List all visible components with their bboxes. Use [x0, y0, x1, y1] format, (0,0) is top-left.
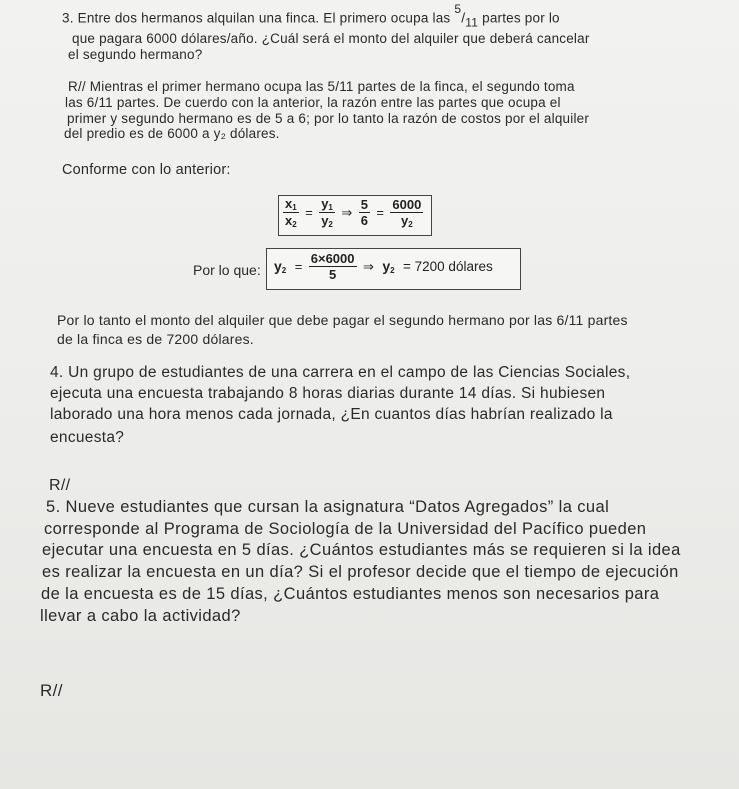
y2: y [321, 213, 329, 228]
implies-arrow-2: ⇒ [362, 258, 374, 274]
problem-5-line-4: es realizar la encuesta en un día? Si el profesor decide que el tiempo de ejecución [42, 563, 679, 581]
equals: = [294, 259, 303, 274]
implies-arrow: ⇒ [341, 204, 353, 220]
x-ratio [283, 196, 299, 229]
x1-sub: 1 [292, 203, 297, 212]
fraction-denominator: 11 [465, 15, 479, 30]
computation-numerator: 6×6000 [310, 251, 355, 266]
x2: x [285, 213, 293, 228]
y2-b: y [401, 212, 409, 228]
five: 5 [360, 197, 368, 212]
result-equation [266, 248, 521, 290]
problem-4-line-3: laborado una hora menos cada jornada, ¿En cuantos días habrían realizado la [50, 406, 613, 423]
y-var: y [274, 258, 282, 274]
conclusion-line-2: de la finca es de 7200 dólares. [57, 331, 254, 347]
computation-denominator: 5 [329, 267, 337, 282]
answer-3-line-3: primer y segundo hermano es de 5 a 6; por lo tanto la razón de costos por el alquiler [67, 111, 590, 126]
problem-5-line-3: ejecutar una encuesta en 5 días. ¿Cuántos estudiantes más se requieren si la idea [42, 541, 681, 559]
result-value: = 7200 dólares [403, 259, 493, 274]
problem-3-text-a: 3. Entre dos hermanos alquilan una finca. El primero ocupa las [62, 10, 451, 26]
problem-4-line-2: ejecuta una encuesta trabajando 8 horas diarias durante 14 días. Si hubiesen [50, 385, 606, 402]
result-y: y [382, 258, 391, 274]
problem-5-line-6: llevar a cabo la actividad? [40, 607, 241, 625]
problem-4-line-1: 4. Un grupo de estudiantes de una carrera en el campo de las Ciencias Sociales, [50, 364, 631, 381]
six: 6 [360, 213, 368, 228]
result-y-sub: 2 [390, 266, 395, 275]
y-var-sub: 2 [281, 266, 287, 275]
fraction-numerator: 5 [454, 2, 462, 16]
problem-3-text-b: partes por lo [482, 10, 560, 26]
six-thousand: 6000 [392, 196, 422, 212]
problem-3-line-3: el segundo hermano? [68, 47, 203, 62]
x2-sub: 2 [292, 220, 297, 229]
problem-5-line-2: corresponde al Programa de Sociología de la Universidad del Pacífico pueden [44, 520, 647, 538]
por-lo-que: Por lo que: [193, 262, 261, 278]
problem-3-line-2: que pagara 6000 dólares/año. ¿Cuál será el monto del alquiler que deberá cancelar [72, 31, 590, 46]
cost-ratio [390, 197, 423, 229]
proportion-equation [278, 195, 432, 236]
problem-4-line-4: encuesta? [50, 429, 125, 446]
answer-3-line-4: del predio es de 6000 a y₂ dólares. [64, 126, 280, 141]
y2-b-sub: 2 [408, 219, 413, 229]
equals-sign-2: = [376, 205, 384, 220]
problem-5-line-1: 5. Nueve estudiantes que cursan la asignatura “Datos Agregados” la cual [46, 498, 610, 516]
conclusion-line-1: Por lo tanto el monto del alquiler que debe pagar el segundo hermano por las 6/11 partes [57, 312, 628, 328]
conforme-text: Conforme con lo anterior: [62, 162, 231, 178]
y1-sub: 1 [328, 203, 333, 212]
y2-sub: 2 [328, 220, 333, 229]
five-sixths [359, 197, 370, 228]
x1: x [285, 196, 293, 211]
equals-sign: = [305, 205, 313, 220]
problem-5-line-5: de la encuesta es de 15 días, ¿Cuántos estudiantes menos son necesarios para [41, 585, 660, 603]
y-ratio [319, 196, 335, 229]
problem-4-answer: R// [49, 477, 71, 494]
answer-3-line-2: las 6/11 partes. De cuerdo con la anterior, la razón entre las partes que ocupa el [65, 95, 561, 110]
computation-fraction [309, 251, 357, 282]
problem-3-line-1 [62, 2, 560, 30]
problem-5-answer: R// [40, 681, 63, 700]
answer-3-line-1: R// Mientras el primer hermano ocupa las 5/11 partes de la finca, el segundo toma [68, 79, 575, 94]
fraction-5-11: $^5/_{11}$ [454, 2, 479, 30]
y1: y [321, 196, 329, 211]
